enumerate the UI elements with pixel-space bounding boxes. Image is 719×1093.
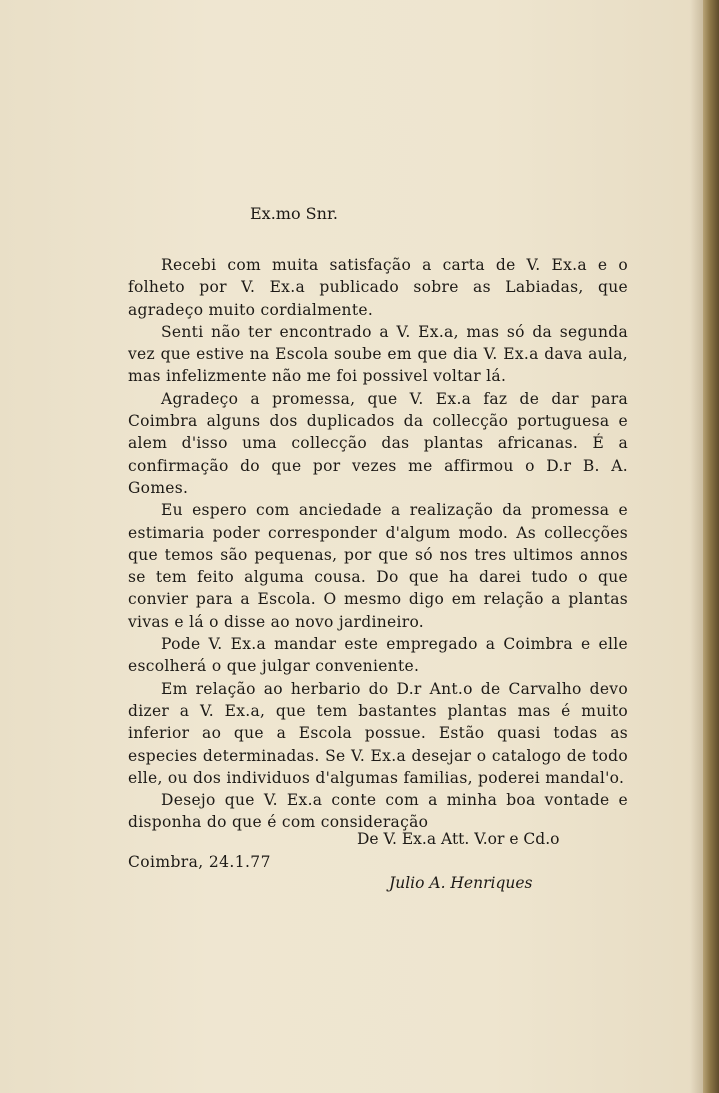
- paragraph-1: Recebi com muita satisfação a carta de V. Ex.a e o folheto por V. Ex.a publicado sobre as Labiadas, que agradeço muito cordialmente.: [128, 256, 628, 319]
- letter-body: [128, 254, 628, 834]
- closing-formula: De V. Ex.a Att. V.or e Cd.o: [357, 830, 560, 848]
- signature: Julio A. Henriques: [389, 874, 533, 892]
- paragraph-3: Agradeço a promessa, que V. Ex.a faz de dar para Coimbra alguns dos duplicados da collecção portuguesa e alem d'isso uma collecção das plantas africanas. É a confirmação do que por vezes me affirmou o D.r B. A. Gomes.: [128, 389, 628, 497]
- paragraph-5: Pode V. Ex.a mandar este empregado a Coimbra e elle escolherá o que julgar conveniente.: [128, 635, 628, 676]
- paragraph-2: Senti não ter encontrado a V. Ex.a, mas só da segunda vez que estive na Escola soube em que dia V. Ex.a dava aula, mas infelizmente não me foi possivel voltar lá.: [128, 322, 628, 386]
- paragraph-6: Em relação ao herbario do D.r Ant.o de Carvalho devo dizer a V. Ex.a, que tem bastantes plantas mas é muito inferior ao que a Escola possue. Estão quasi todas as especies determinadas. Se V. Ex.a desejar o catalogo de todo elle, ou dos individuos d'algumas familias, poderei mandal'o.: [128, 679, 628, 787]
- book-spine: [703, 0, 719, 1093]
- salutation: Ex.mo Snr.: [250, 204, 338, 223]
- paragraph-4: Eu espero com anciedade a realização da promessa e estimaria poder corresponder d'algum modo. As collecções que temos são pequenas, por que só nos tres ultimos annos se tem feito alguma cousa. Do que ha darei tudo o que convier para a Escola. O mesmo digo em relação a plantas vivas e lá o disse ao novo jardineiro.: [128, 501, 628, 631]
- paragraph-7: Desejo que V. Ex.a conte com a minha boa vontade e disponha do que é com consideração: [128, 791, 628, 832]
- place-and-date: Coimbra, 24.1.77: [128, 853, 271, 871]
- page-gutter-shadow: [690, 0, 703, 1093]
